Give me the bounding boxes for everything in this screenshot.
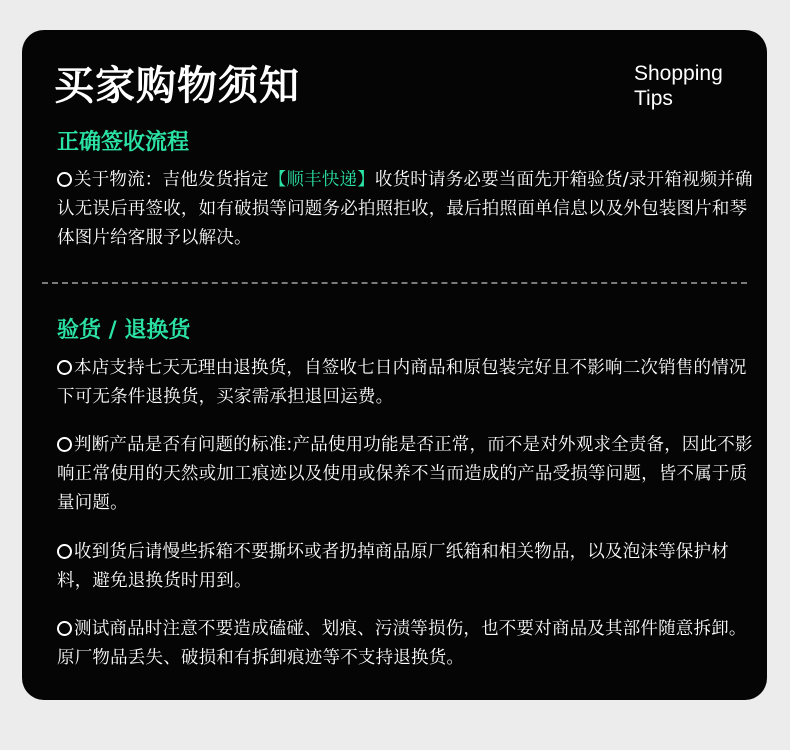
signing-paragraph-prefix: 关于物流：吉他发货指定 <box>74 170 269 190</box>
returns-item <box>57 538 757 596</box>
circle-bullet-icon <box>57 437 72 452</box>
circle-bullet-icon <box>57 172 72 187</box>
dashed-divider <box>42 282 747 284</box>
section-heading-returns: 验货 / 退换货 <box>57 318 191 343</box>
returns-item <box>57 431 757 518</box>
returns-item-text: 判断产品是否有问题的标准:产品使用功能是否正常，而不是对外观求全责备，因此不影响正常使用的天然或加工痕迹以及使用或保养不当而造成的产品受损等问题，皆不属于质量问题。 <box>57 435 753 513</box>
circle-bullet-icon <box>57 360 72 375</box>
returns-item-text: 本店支持七天无理由退换货，自签收七日内商品和原包装完好且不影响二次销售的情况下可无条件退换货，买家需承担退回运费。 <box>57 358 747 407</box>
english-title-line-2: Tips <box>634 87 673 110</box>
returns-item-text: 收到货后请慢些拆箱不要撕坏或者扔掉商品原厂纸箱和相关物品，以及泡沫等保护材料，避免退换货时用到。 <box>57 542 729 591</box>
section-heading-signing: 正确签收流程 <box>57 130 190 155</box>
signing-paragraph <box>57 166 757 253</box>
shopping-tips-card <box>22 30 767 700</box>
returns-item-text: 测试商品时注意不要造成磕碰、划痕、污渍等损伤，也不要对商品及其部件随意拆卸。原厂物品丢失、破损和有拆卸痕迹等不支持退换货。 <box>57 619 747 668</box>
courier-highlight: 【顺丰快递】 <box>268 170 375 190</box>
english-title-line-1: Shopping <box>634 62 723 85</box>
page-title: 买家购物须知 <box>54 63 300 109</box>
english-title <box>634 61 723 111</box>
returns-item <box>57 354 757 412</box>
circle-bullet-icon <box>57 621 72 636</box>
returns-item <box>57 615 757 673</box>
circle-bullet-icon <box>57 544 72 559</box>
signing-paragraph-suffix: 收货时请务必要当面先开箱验货/录开箱视频并确认无误后再签收，如有破损等问题务必拍照拒收，最后拍照面单信息以及外包装图片和琴体图片给客服予以解决。 <box>57 170 753 248</box>
